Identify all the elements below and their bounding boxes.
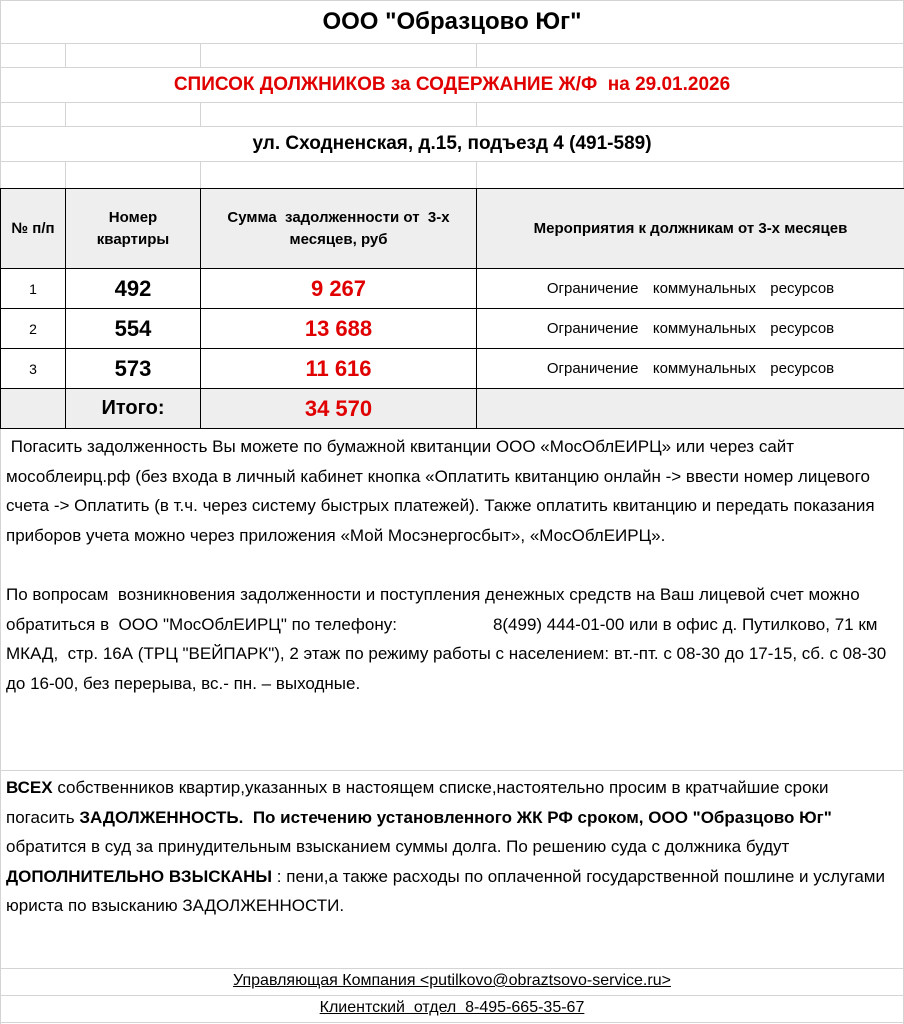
contact-phone: 8(499) 444-01-00 xyxy=(492,614,625,634)
footer-company-email-link[interactable]: Управляющая Компания <putilkovo@obraztsovo-service.ru> xyxy=(233,972,671,989)
warning-text-2: обратится в суд за принудительным взысканием суммы долга. По решению суда с должника будут xyxy=(6,807,837,856)
total-label: Итого: xyxy=(66,389,201,429)
cell-action: Ограничение коммунальных ресурсов xyxy=(477,269,904,309)
gridline xyxy=(200,161,201,188)
cell-debt: 11 616 xyxy=(201,349,477,389)
cell-debt: 13 688 xyxy=(201,309,477,349)
column-header-apartment-label: Номер квартиры xyxy=(96,208,170,248)
cell-empty xyxy=(1,389,66,429)
gridline xyxy=(476,102,477,126)
table-row xyxy=(1,349,904,389)
contact-info-part-a: По вопросам возникновения задолженности и поступления денежных средств на Ваш лицевой счет можно обратиться в ООО "МосОблЕИРЦ" по телефону: xyxy=(6,585,865,634)
cell-action: Ограничение коммунальных ресурсов xyxy=(477,349,904,389)
table-row xyxy=(1,309,904,349)
cell-apartment: 573 xyxy=(66,349,201,389)
gridline xyxy=(65,102,66,126)
cell-debt: 9 267 xyxy=(201,269,477,309)
gridline xyxy=(200,43,201,67)
table-header-row xyxy=(1,189,904,269)
cell-no: 1 xyxy=(1,269,66,309)
table-total-row xyxy=(1,389,904,429)
gridline xyxy=(65,161,66,188)
address-title: ул. Сходненская, д.15, подъезд 4 (491-589) xyxy=(252,132,652,154)
warning-text-3: : пени,а также расходы по оплаченной государственной пошлине и услугами юриста по взысканию ЗАДОЛЖЕННОСТИ. xyxy=(6,866,890,915)
warning-bold-1: ВСЕХ xyxy=(6,778,53,797)
column-header-debt-label: Сумма задолженности от 3-х месяцев, руб xyxy=(227,208,454,248)
gridline xyxy=(0,995,904,996)
cell-apartment: 492 xyxy=(66,269,201,309)
cell-no: 2 xyxy=(1,309,66,349)
column-header-debt xyxy=(201,189,477,269)
gridline xyxy=(0,43,904,44)
cell-apartment: 554 xyxy=(66,309,201,349)
debtors-table xyxy=(0,188,904,429)
warning-text-1: собственников квартир,указанных в настоящем списке,настоятельно просим в кратчайшие сроки погасить xyxy=(6,778,834,827)
column-header-apartment xyxy=(66,189,201,269)
list-title: СПИСОК ДОЛЖНИКОВ за СОДЕРЖАНИЕ Ж/Ф на 29.01.2026 xyxy=(173,73,731,95)
table-row xyxy=(1,269,904,309)
cell-action: Ограничение коммунальных ресурсов xyxy=(477,309,904,349)
gridline xyxy=(0,968,904,969)
cell-empty xyxy=(477,389,904,429)
column-header-no: № п/п xyxy=(1,189,66,269)
footer-client-dept: Клиентский отдел 8-495-665-35-67 xyxy=(319,999,585,1016)
gridline xyxy=(476,43,477,67)
contact-info-part-b: или в офис д. Путилково, 71 км МКАД, стр. 16А (ТРЦ "ВЕЙПАРК"), 2 этаж по режиму работы с населением: вт.-пт. с 08-30 до 17-15, сб. с 08-30 до 16-00, без перерыва, вс.- пн. – выходные. xyxy=(6,614,891,693)
gridline xyxy=(0,1022,904,1023)
gridline xyxy=(65,43,66,67)
warning-text xyxy=(6,773,898,921)
gridline xyxy=(0,161,904,162)
warning-bold-3: ДОПОЛНИТЕЛЬНО ВЗЫСКАНЫ xyxy=(6,866,273,886)
contact-info-text xyxy=(6,580,898,698)
cell-no: 3 xyxy=(1,349,66,389)
payment-info-text: Погасить задолженность Вы можете по бумажной квитанции ООО «МосОблЕИРЦ» или через сайт мособлеирц.рф (без входа в личный кабинет кнопка «Оплатить квитанцию онлайн -> ввести номер лицевого счета -> Оплатить (в т.ч. через систему быстрых платежей). Также оплатить квитанцию и передать показания приборов учета можно через приложения «Мой Мосэнергосбыт», «МосОблЕИРЦ». xyxy=(6,437,880,545)
column-header-action: Мероприятия к должникам от 3-х месяцев xyxy=(477,189,904,269)
warning-bold-2: ЗАДОЛЖЕННОСТЬ. По истечению установленного ЖК РФ сроком, ООО "Образцово Юг" xyxy=(79,807,832,827)
gridline xyxy=(200,102,201,126)
gridline xyxy=(0,102,904,103)
gridline xyxy=(0,770,904,771)
total-value: 34 570 xyxy=(201,389,477,429)
gridline xyxy=(476,161,477,188)
company-title: ООО "Образцово Юг" xyxy=(322,7,582,35)
